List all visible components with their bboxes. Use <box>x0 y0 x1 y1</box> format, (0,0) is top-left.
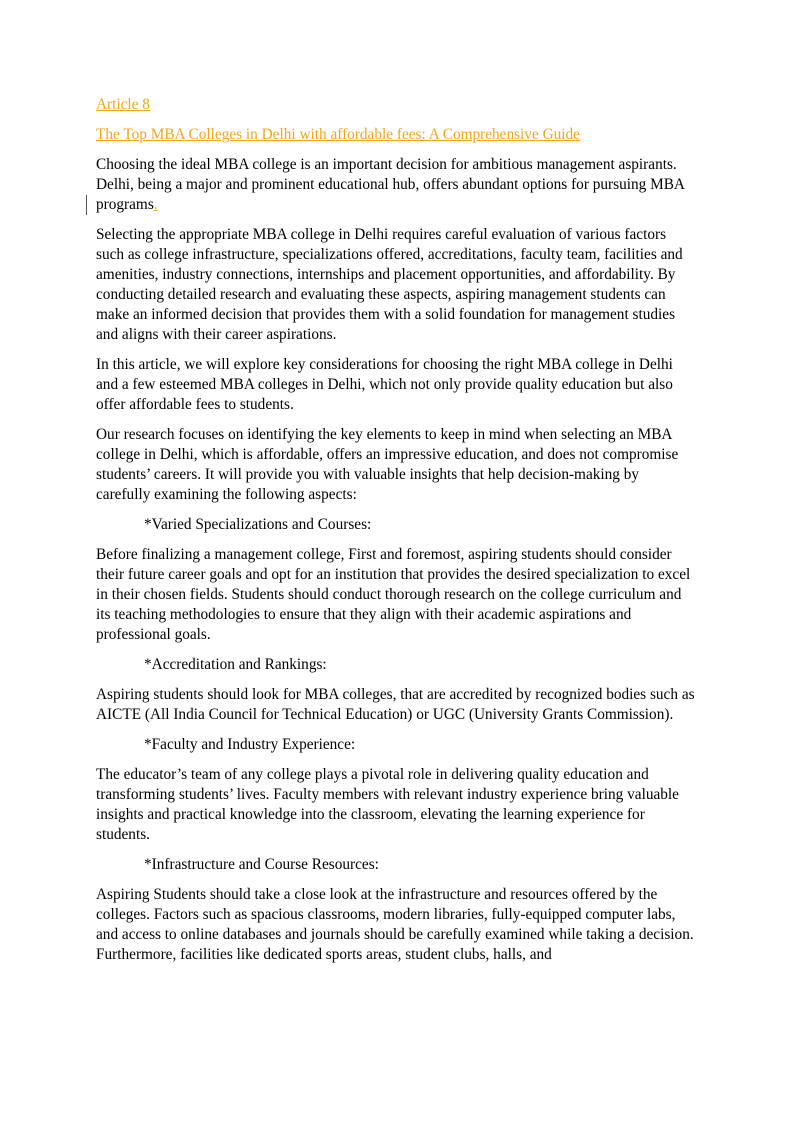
paragraph-article-overview: In this article, we will explore key considerations for choosing the right MBA college in Delhi and a few esteemed MBA colleges in Delhi, which not only provide quality education but also offer affordable fees to students. <box>96 356 673 413</box>
intro-text: Choosing the ideal MBA college is an important decision for ambitious management aspirants. Delhi, being a major and prominent educational hub, offers abundant options for pursuing MBA programs <box>96 156 685 213</box>
article-title[interactable]: The Top MBA Colleges in Delhi with affordable fees: A Comprehensive Guide <box>96 126 580 143</box>
section-heading-faculty: *Faculty and Industry Experience: <box>144 736 356 753</box>
section-body-faculty: The educator’s team of any college plays a pivotal role in delivering quality education and transforming students’ lives. Faculty members with relevant industry experience bring valuable insights and practical knowledge into the classroom, elevating the learning experience for students. <box>96 766 679 843</box>
section-heading-infrastructure: *Infrastructure and Course Resources: <box>144 856 379 873</box>
article-label[interactable]: Article 8 <box>96 96 150 113</box>
section-heading-specializations: *Varied Specializations and Courses: <box>144 516 372 533</box>
section-body-infrastructure: Aspiring Students should take a close look at the infrastructure and resources offered by the colleges. Factors such as spacious classrooms, modern libraries, fully-equipped computer labs, and access to online databases and journals should be carefully examined while taking a decision. Furthermore, facilities like dedicated sports areas, student clubs, halls, and <box>96 886 694 963</box>
tracked-insert: . <box>153 196 158 213</box>
section-heading-accreditation: *Accreditation and Rankings: <box>144 656 327 673</box>
intro-paragraph <box>96 155 696 215</box>
document-page <box>96 95 696 975</box>
paragraph-research-focus: Our research focuses on identifying the key elements to keep in mind when selecting an MBA college in Delhi, which is affordable, offers an impressive education, and does not compromise students’ careers. It will provide you with valuable insights that help decision-making by carefully examining the following aspects: <box>96 426 679 503</box>
change-bar <box>86 195 87 215</box>
section-body-specializations: Before finalizing a management college, First and foremost, aspiring students should consider their future career goals and opt for an institution that provides the desired specialization to excel in their chosen fields. Students should conduct thorough research on the college curriculum and its teaching methodologies to ensure that they align with their academic aspirations and professional goals. <box>96 546 691 643</box>
paragraph-selection-criteria: Selecting the appropriate MBA college in Delhi requires careful evaluation of various factors such as college infrastructure, specializations offered, accreditations, faculty team, facilities and amenities, industry connections, internships and placement opportunities, and affordability. By conducting detailed research and evaluating these aspects, aspiring management students can make an informed decision that provides them with a solid foundation for management studies and aligns with their career aspirations. <box>96 226 683 343</box>
section-body-accreditation: Aspiring students should look for MBA colleges, that are accredited by recognized bodies such as AICTE (All India Council for Technical Education) or UGC (University Grants Commission). <box>96 686 695 723</box>
